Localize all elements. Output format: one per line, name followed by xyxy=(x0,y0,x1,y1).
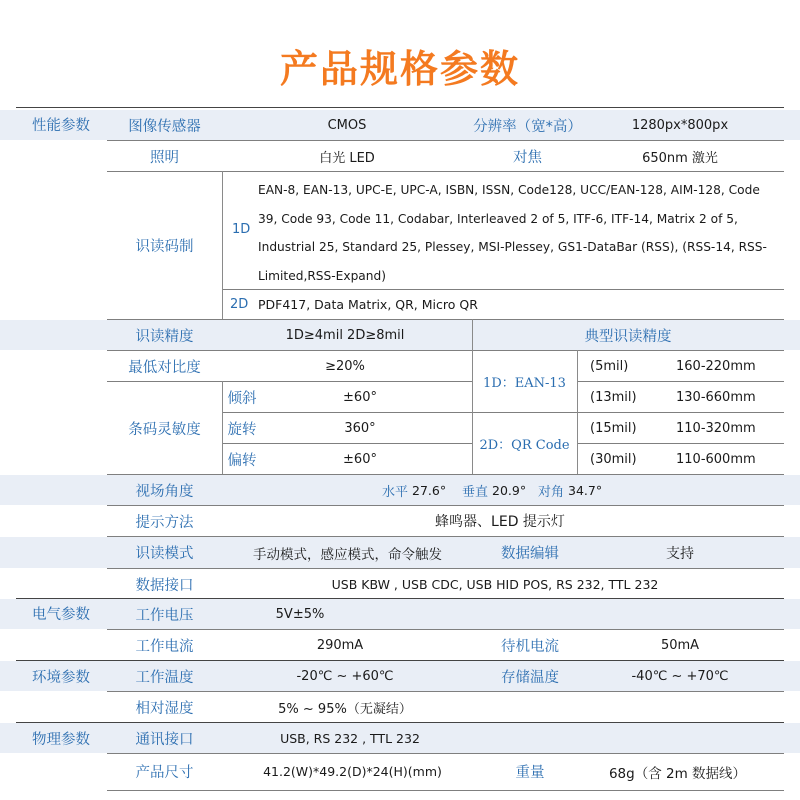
indicator-label: 提示方法 xyxy=(135,514,194,531)
typical-1d-a-mil: (5mil) xyxy=(590,358,629,374)
rotate-label: 旋转 xyxy=(227,421,257,438)
typical-2d-label: 2D：QR Code xyxy=(479,437,570,453)
symbology-label: 识读码制 xyxy=(135,238,194,255)
fov-h-label: 水平 xyxy=(382,484,409,500)
fov-d-label: 对角 xyxy=(538,484,565,500)
sensor-value: CMOS xyxy=(327,117,367,133)
weight-label: 重量 xyxy=(515,765,545,781)
data-interface-value: USB KBW , USB CDC, USB HID POS, RS 232, TTL 232 xyxy=(331,576,659,592)
rotate-value: 360° xyxy=(344,420,376,436)
fov-label: 视场角度 xyxy=(135,483,194,500)
typical-1d-a-range: 160-220mm xyxy=(676,358,756,374)
data-edit-value: 支持 xyxy=(666,545,694,562)
skew-value: ±60° xyxy=(343,451,377,467)
indicator-value: 蜂鸣器、LED 提示灯 xyxy=(435,514,565,530)
symbology-1d-tag: 1D xyxy=(232,221,251,237)
read-mode-label: 识读模式 xyxy=(135,546,194,562)
contrast-value: ≥20% xyxy=(325,358,365,374)
typical-1d-label: 1D：EAN-13 xyxy=(483,375,566,391)
op-temp-value: -20℃ ~ +60℃ xyxy=(296,668,394,684)
fov-values xyxy=(382,475,602,505)
column-divider xyxy=(577,350,578,474)
section-electrical: 电气参数 xyxy=(32,606,90,623)
fov-h-value: 27.6° xyxy=(412,482,447,498)
focus-value: 650nm 激光 xyxy=(642,150,718,166)
voltage-value: 5V±5% xyxy=(275,606,325,622)
column-divider xyxy=(222,171,223,319)
tilt-value: ±60° xyxy=(343,389,377,405)
fov-d-value: 34.7° xyxy=(568,482,603,498)
illumination-label: 照明 xyxy=(150,149,179,166)
resolution-label: 分辨率（宽*高） xyxy=(473,118,582,135)
typical-2d-b-mil: (30mil) xyxy=(590,451,637,467)
comm-interface-value: USB, RS 232 , TTL 232 xyxy=(280,730,420,746)
contrast-label: 最低对比度 xyxy=(128,359,201,376)
typical-2d-a-mil: (15mil) xyxy=(590,420,637,436)
typical-1d-b-mil: (13mil) xyxy=(590,389,637,405)
divider xyxy=(107,790,784,791)
read-mode-value: 手动模式，感应模式，命令触发 xyxy=(253,546,442,563)
symbology-2d-tag: 2D xyxy=(230,297,249,312)
voltage-label: 工作电压 xyxy=(135,607,194,624)
divider xyxy=(107,753,784,754)
weight-value: 68g（含 2m 数据线） xyxy=(608,765,747,782)
comm-interface-label: 通讯接口 xyxy=(135,731,194,748)
size-label: 产品尺寸 xyxy=(135,765,194,781)
storage-temp-value: -40℃ ~ +70℃ xyxy=(631,668,729,684)
section-performance: 性能参数 xyxy=(32,117,90,134)
precision-value: 1D≥4mil 2D≥8mil xyxy=(285,327,405,343)
illumination-value: 白光 LED xyxy=(319,150,375,166)
standby-current-label: 待机电流 xyxy=(501,638,559,655)
symbology-1d-text: EAN-8, EAN-13, UPC-E, UPC-A, ISBN, ISSN, Code128, UCC/EAN-128, AIM-128, Code 39, Code 93, Code 11, Codabar, Interleaved 2 of 5, ITF-6, ITF-14, Matrix 2 of 5, Industrial 25, Standard 25, Plessey, MSI-Plessey, GS1-DataBar (RSS), (RSS-14, RSS-Limited,RSS-Expand) xyxy=(258,183,767,283)
humidity-value: 5% ~ 95%（无凝结） xyxy=(278,701,412,717)
sensitivity-label: 条码灵敏度 xyxy=(128,421,201,438)
sensor-label: 图像传感器 xyxy=(128,118,201,135)
section-physical: 物理参数 xyxy=(32,731,90,748)
focus-label: 对焦 xyxy=(513,149,542,166)
typical-2d-a-range: 110-320mm xyxy=(676,420,756,436)
storage-temp-label: 存储温度 xyxy=(501,669,559,686)
current-label: 工作电流 xyxy=(135,638,194,655)
data-interface-label: 数据接口 xyxy=(135,577,194,594)
humidity-label: 相对湿度 xyxy=(135,700,194,717)
typical-precision-label: 典型识读精度 xyxy=(584,328,672,345)
symbology-2d-text: PDF417, Data Matrix, QR, Micro QR xyxy=(258,297,478,312)
divider xyxy=(16,107,784,108)
section-environment: 环境参数 xyxy=(32,669,90,686)
fov-v-value: 20.9° xyxy=(492,482,527,498)
page-title: 产品规格参数 xyxy=(279,47,520,91)
data-edit-label: 数据编辑 xyxy=(501,546,559,562)
size-value: 41.2(W)*49.2(D)*24(H)(mm) xyxy=(263,764,442,779)
typical-2d-b-range: 110-600mm xyxy=(676,451,756,467)
op-temp-label: 工作温度 xyxy=(135,669,194,686)
typical-1d-b-range: 130-660mm xyxy=(676,389,756,405)
fov-v-label: 垂直 xyxy=(462,484,489,500)
standby-current-value: 50mA xyxy=(660,637,700,653)
tilt-label: 倾斜 xyxy=(227,390,257,407)
divider xyxy=(107,171,784,172)
resolution-value: 1280px*800px xyxy=(631,117,729,133)
precision-label: 识读精度 xyxy=(135,328,194,345)
skew-label: 偏转 xyxy=(227,452,257,469)
current-value: 290mA xyxy=(316,637,364,653)
